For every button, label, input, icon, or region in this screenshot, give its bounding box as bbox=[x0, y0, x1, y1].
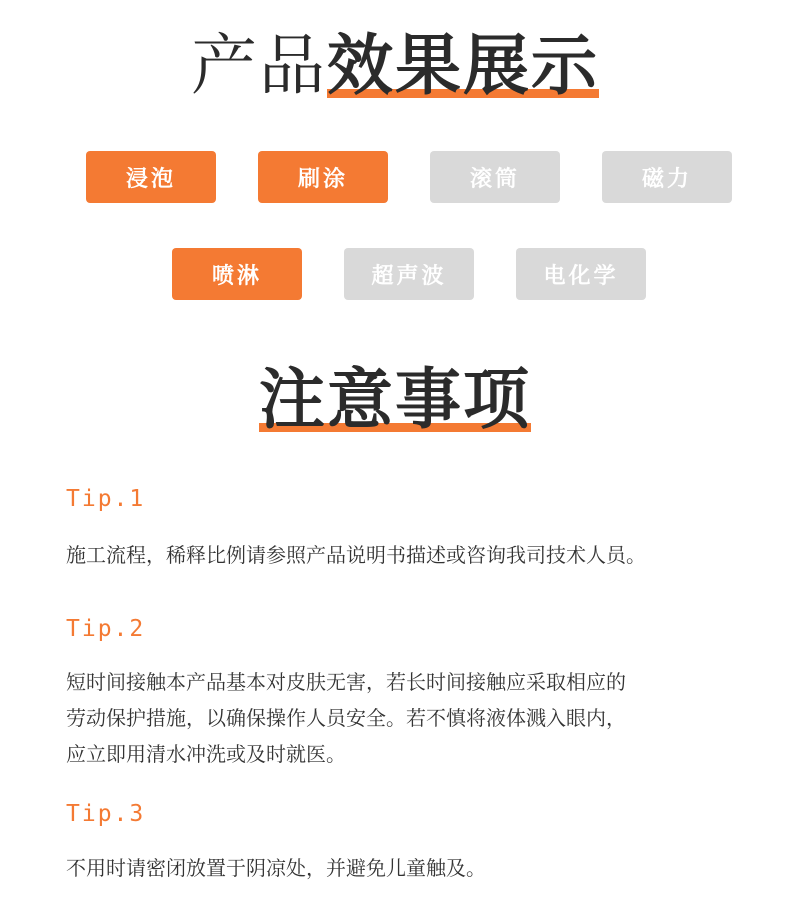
tip-line: 应立即用清水冲洗或及时就医。 bbox=[66, 742, 346, 766]
section-title-highlight bbox=[259, 360, 531, 440]
tip-line: 短时间接触本产品基本对皮肤无害，若长时间接触应采取相应的 bbox=[66, 670, 626, 694]
tip-title-1: Tip.1 bbox=[66, 486, 146, 512]
tag-spray[interactable] bbox=[172, 248, 302, 300]
tip-line: 施工流程，稀释比例请参照产品说明书描述或咨询我司技术人员。 bbox=[66, 543, 646, 567]
tag-magnetic[interactable] bbox=[602, 151, 732, 203]
tag-label: 电化学 bbox=[543, 263, 619, 289]
tag-label: 刷涂 bbox=[297, 166, 348, 192]
tip-body-3 bbox=[66, 850, 766, 886]
section-title-notes bbox=[0, 360, 790, 440]
tag-label: 滚筒 bbox=[469, 166, 520, 192]
tag-label: 超声波 bbox=[371, 263, 447, 289]
tag-electrochemical[interactable] bbox=[516, 248, 646, 300]
tag-brush[interactable] bbox=[258, 151, 388, 203]
section-title-highlight bbox=[327, 26, 599, 106]
tip-line: 不用时请密闭放置于阴凉处，并避免儿童触及。 bbox=[66, 856, 486, 880]
tip-body-1 bbox=[66, 537, 766, 573]
tip-title-2: Tip.2 bbox=[66, 616, 146, 642]
section-title-bold: 效果展示 bbox=[327, 27, 599, 104]
tag-label: 磁力 bbox=[641, 166, 692, 192]
tip-body-2 bbox=[66, 664, 766, 772]
section-title-light: 产品 bbox=[191, 27, 327, 104]
tag-label: 浸泡 bbox=[125, 166, 176, 192]
section-title-product-effect bbox=[0, 26, 790, 106]
tag-ultrasonic[interactable] bbox=[344, 248, 474, 300]
tip-line: 劳动保护措施，以确保操作人员安全。若不慎将液体溅入眼内， bbox=[66, 706, 626, 730]
tag-soak[interactable] bbox=[86, 151, 216, 203]
tip-title-3: Tip.3 bbox=[66, 801, 146, 827]
section-title-bold: 注意事项 bbox=[259, 361, 531, 438]
tag-label: 喷淋 bbox=[211, 263, 262, 289]
tag-roller[interactable] bbox=[430, 151, 560, 203]
